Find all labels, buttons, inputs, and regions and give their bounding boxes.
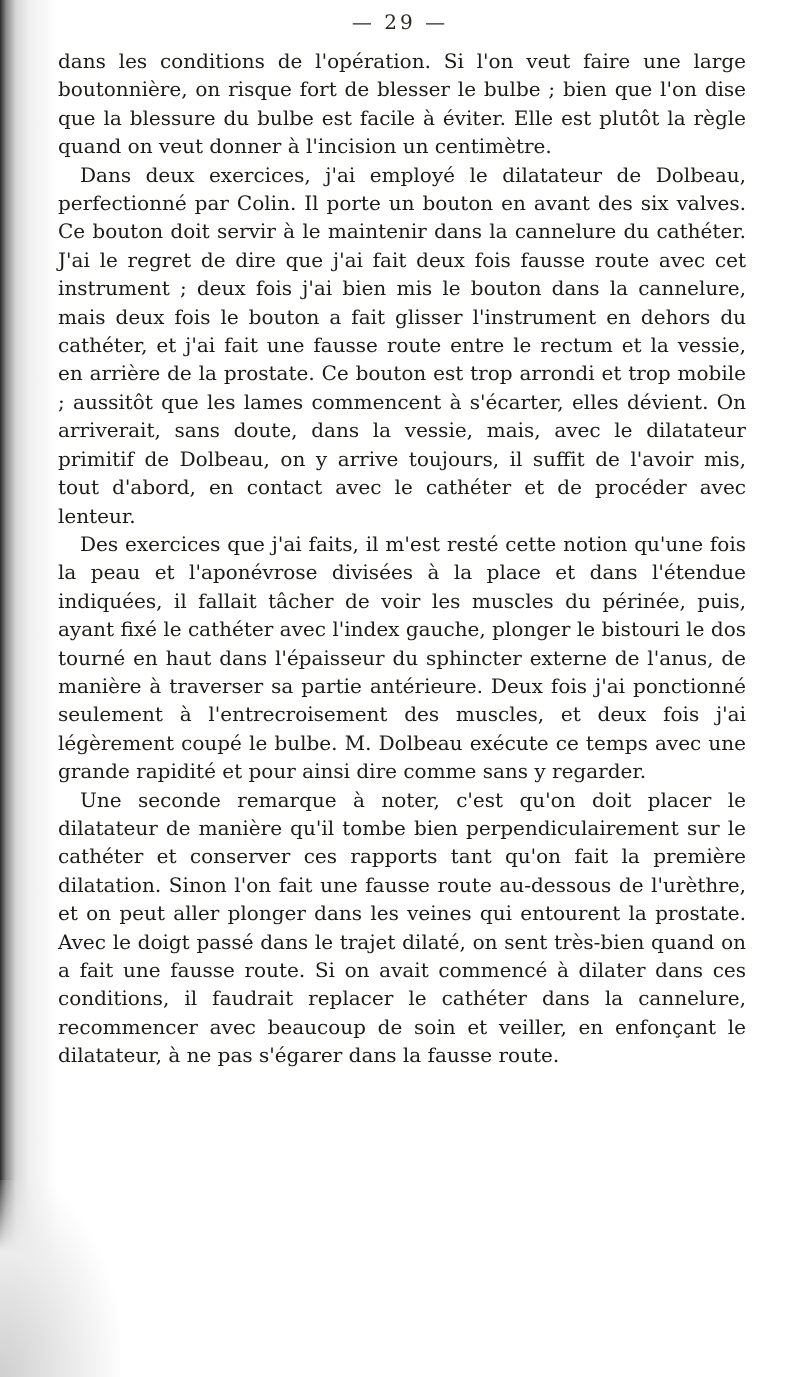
paragraph-4: Une seconde remarque à noter, c'est qu'on doit placer le dilatateur de manière qu'il tombe bien perpendiculairement sur le cathéter et conserver ces rapports tant qu'on fait la première dilatation. Sinon l'on fait une fausse route au-dessous de l'urèthre, et on peut aller plonger dans les veines qui entourent la prostate. Avec le doigt passé dans le trajet dilaté, on sent très-bien quand on a fait une fausse route. Si on avait commencé à dilater dans ces conditions, il faudrait replacer le cathéter dans la cannelure, recommencer avec beaucoup de soin et veiller, en enfonçant le dilatateur, à ne pas s'égarer dans la fausse route.: [58, 787, 746, 1068]
scan-corner-shadow: [0, 1180, 120, 1377]
paragraph-1: dans les conditions de l'opération. Si l'on veut faire une large boutonnière, on risque fort de blesser le bulbe ; bien que l'on dise que la blessure du bulbe est facile à éviter. Elle est plutôt la règle quand on veut donner à l'incision un centimètre.: [58, 49, 746, 159]
paragraph-3: Des exercices que j'ai faits, il m'est resté cette notion qu'une fois la peau et l'aponévrose divisées à la place et dans l'étendue indiquées, il fallait tâcher de voir les muscles du périnée, puis, ayant fixé le cathéter avec l'index gauche, plonger le bistouri le dos tourné en haut dans l'épaisseur du sphincter externe de l'anus, de manière à traverser sa partie antérieure. Deux fois j'ai ponctionné seulement à l'entrecroisement des muscles, et deux fois j'ai légèrement coupé le bulbe. M. Dolbeau exécute ce temps avec une grande rapidité et pour ainsi dire comme sans y regarder.: [58, 531, 746, 784]
scan-binding-shadow: [0, 0, 58, 1377]
body-text: [58, 47, 746, 1070]
page-number: — 29 —: [351, 10, 449, 34]
paragraph-2: Dans deux exercices, j'ai employé le dilatateur de Dolbeau, perfectionné par Colin. Il porte un bouton en avant des six valves. Ce bouton doit servir à le maintenir dans la cannelure du cathéter. J'ai le regret de dire que j'ai fait deux fois fausse route avec cet instrument ; deux fois j'ai bien mis le bouton dans la cannelure, mais deux fois le bouton a fait glisser l'instrument en dehors du cathéter, et j'ai fait une fausse route entre le rectum et la vessie, en arrière de la prostate. Ce bouton est trop arrondi et trop mobile ; aussitôt que les lames commencent à s'écarter, elles dévient. On arriverait, sans doute, dans la vessie, mais, avec le dilatateur primitif de Dolbeau, on y arrive toujours, il suffit de l'avoir mis, tout d'abord, en contact avec le cathéter et de procéder avec lenteur.: [58, 162, 746, 528]
